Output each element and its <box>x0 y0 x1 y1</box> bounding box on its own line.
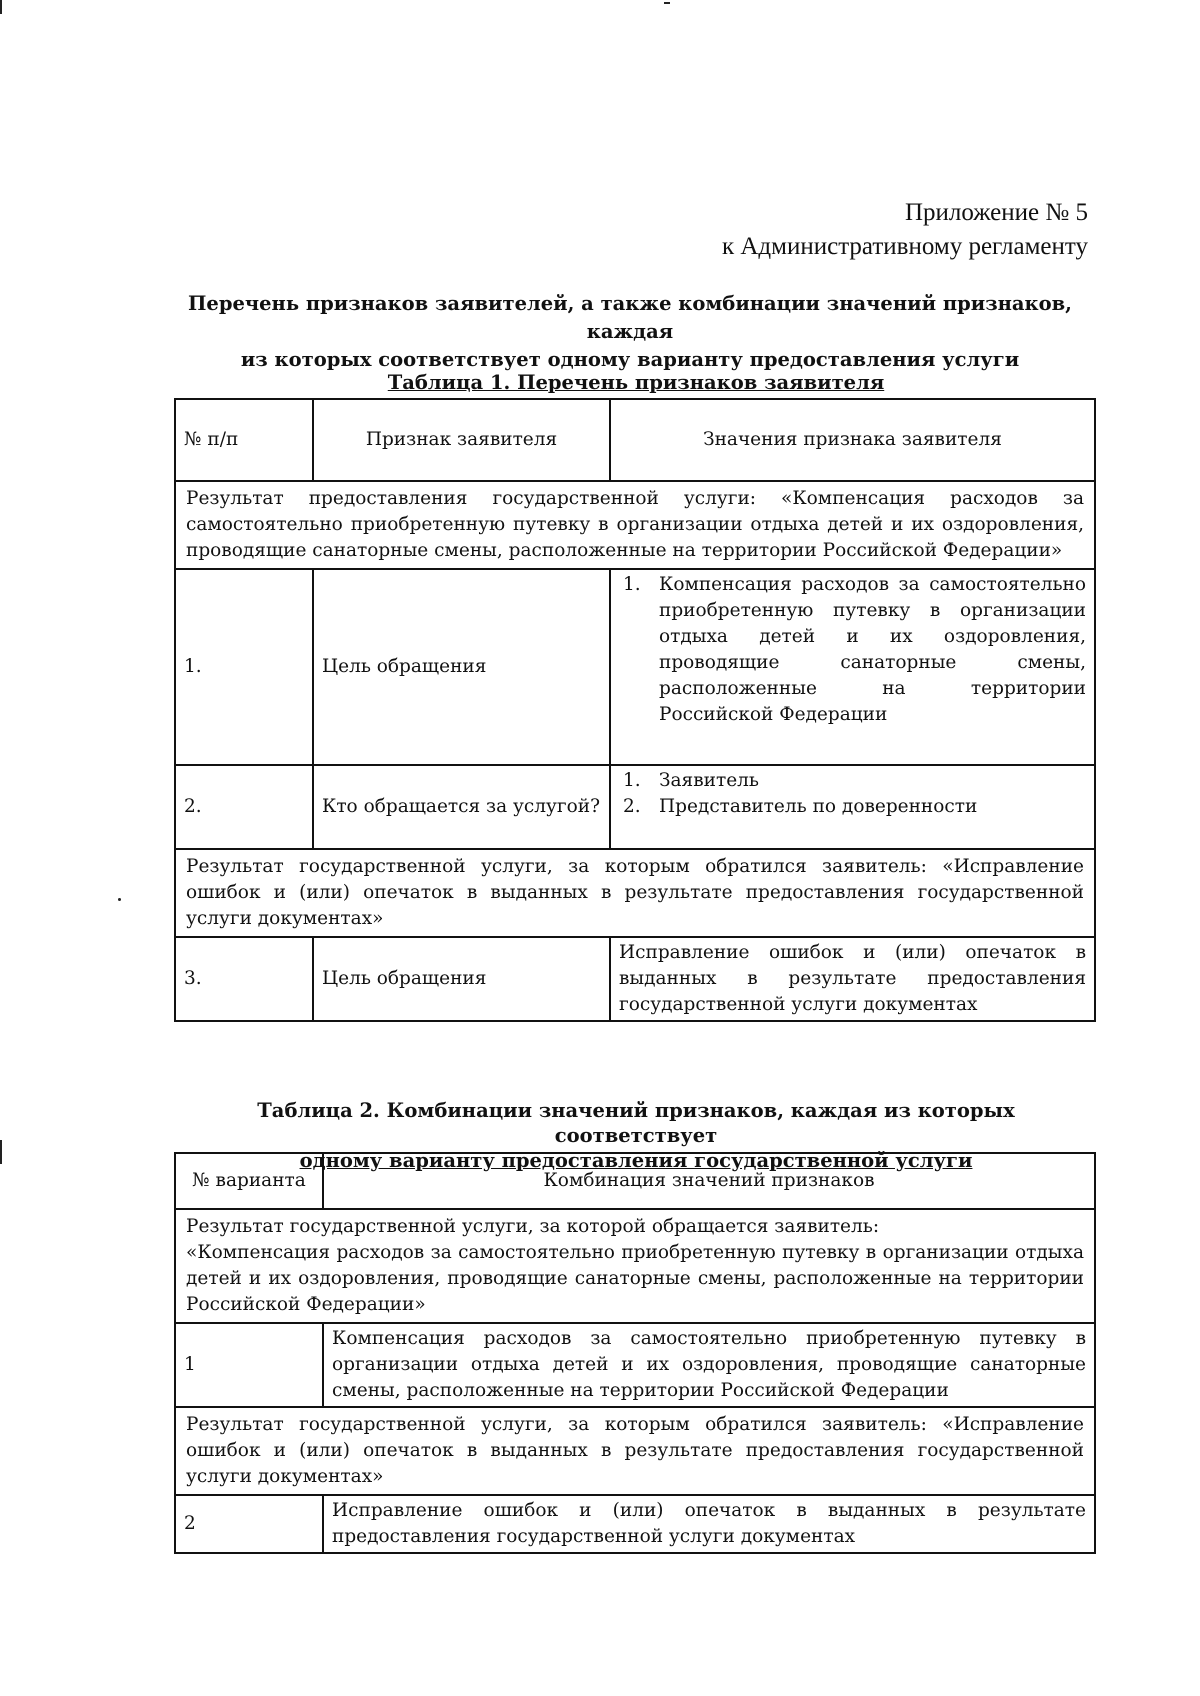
scan-mark-top <box>664 2 670 4</box>
scan-mark-left-2 <box>0 1140 2 1164</box>
table1-header-num: № п/п <box>175 399 313 481</box>
table1-row2-values <box>610 765 1095 849</box>
table2-section-row-2 <box>175 1407 1095 1495</box>
table1-row3-value: Исправление ошибок и (или) опечаток в выданных в результате предоставления государственной услуги документах <box>610 937 1095 1021</box>
table1-row3-attr: Цель обращения <box>313 937 610 1021</box>
table1-header-values: Значения признака заявителя <box>610 399 1095 481</box>
table1-section-2: Результат государственной услуги, за которым обратился заявитель: «Исправление ошибок и (или) опечаток в выданных в результате предоставления государственной услуги документах» <box>175 849 1095 937</box>
title-line-2: из которых соответствует одному варианту предоставления услуги <box>240 348 1020 371</box>
table-row <box>175 569 1095 765</box>
table2-attribute-combinations <box>174 1152 1096 1554</box>
table1-row1-value-list <box>619 572 1086 728</box>
table1-applicant-attributes <box>174 398 1096 1022</box>
list-item <box>619 768 1086 794</box>
table1-row2-value-list <box>619 768 1086 820</box>
scan-dot <box>118 898 121 901</box>
table2-row1-text: Компенсация расходов за самостоятельно приобретенную путевку в организации отдыха детей и их оздоровления, проводящие санаторные смены, расположенные на территории Российской Федерации <box>323 1323 1095 1407</box>
table2-section-row-1 <box>175 1209 1095 1323</box>
table1-section-row-2 <box>175 849 1095 937</box>
list-item <box>619 794 1086 820</box>
table2-row2-text: Исправление ошибок и (или) опечаток в выданных в результате предоставления государственной услуги документах <box>323 1495 1095 1553</box>
table1-section-row-1 <box>175 481 1095 569</box>
list-item-text: Заявитель <box>659 770 759 791</box>
table1-caption: Таблица 1. Перечень признаков заявителя <box>387 371 885 394</box>
table2-header-row <box>175 1153 1095 1209</box>
appendix-header <box>722 196 1088 264</box>
table2-row1-num: 1 <box>175 1323 323 1407</box>
table-row <box>175 1323 1095 1407</box>
table2-section-2: Результат государственной услуги, за которым обратился заявитель: «Исправление ошибок и (или) опечаток в выданных в результате предоставления государственной услуги документах» <box>175 1407 1095 1495</box>
list-item-number: 1. <box>623 574 641 595</box>
table2-header-num: № варианта <box>175 1153 323 1209</box>
table-row <box>175 1495 1095 1553</box>
table-row <box>175 937 1095 1021</box>
table1-row1-attr: Цель обращения <box>313 569 610 765</box>
list-item-text: Компенсация расходов за самостоятельно приобретенную путевку в организации отдыха детей и их оздоровления, проводящие санаторные смены, расположенные на территории Российской Федерации <box>659 574 1086 725</box>
table1-row1-values <box>610 569 1095 765</box>
table1-row3-num: 3. <box>175 937 313 1021</box>
table2-caption-line-1: Таблица 2. Комбинации значений признаков, каждая из которых соответствует <box>257 1099 1015 1147</box>
list-item-text: Представитель по доверенности <box>659 796 978 817</box>
table1-row2-num: 2. <box>175 765 313 849</box>
document-title <box>150 290 1110 374</box>
table2-section-1-line-1: Результат государственной услуги, за которой обращается заявитель: <box>186 1216 880 1237</box>
table-row <box>175 765 1095 849</box>
table2-header-combination: Комбинация значений признаков <box>323 1153 1095 1209</box>
table1-header-row <box>175 399 1095 481</box>
table2-caption-line-2: одному варианту предоставления государственной услуги <box>299 1149 973 1172</box>
table1-section-1: Результат предоставления государственной услуги: «Компенсация расходов за самостоятельно приобретенную путевку в организации отдыха детей и их оздоровления, проводящие санаторные смены, расположенные на территории Российской Федерации» <box>175 481 1095 569</box>
list-item <box>619 572 1086 728</box>
table2-section-1 <box>175 1209 1095 1323</box>
list-item-number: 2. <box>623 796 641 817</box>
table1-row1-num: 1. <box>175 569 313 765</box>
table2-row2-num: 2 <box>175 1495 323 1553</box>
list-item-number: 1. <box>623 770 641 791</box>
title-line-1: Перечень признаков заявителей, а также комбинации значений признаков, каждая <box>188 292 1072 343</box>
appendix-line-2: к Административному регламенту <box>721 233 1088 260</box>
appendix-line-1: Приложение № 5 <box>904 199 1088 226</box>
table1-row2-attr: Кто обращается за услугой? <box>313 765 610 849</box>
table2-section-1-line-2: «Компенсация расходов за самостоятельно приобретенную путевку в организации отдыха детей и их оздоровления, проводящие санаторные смены, расположенные на территории Российской Федерации» <box>186 1242 1084 1315</box>
scan-mark-left-1 <box>0 0 2 14</box>
table1-header-attr: Признак заявителя <box>313 399 610 481</box>
